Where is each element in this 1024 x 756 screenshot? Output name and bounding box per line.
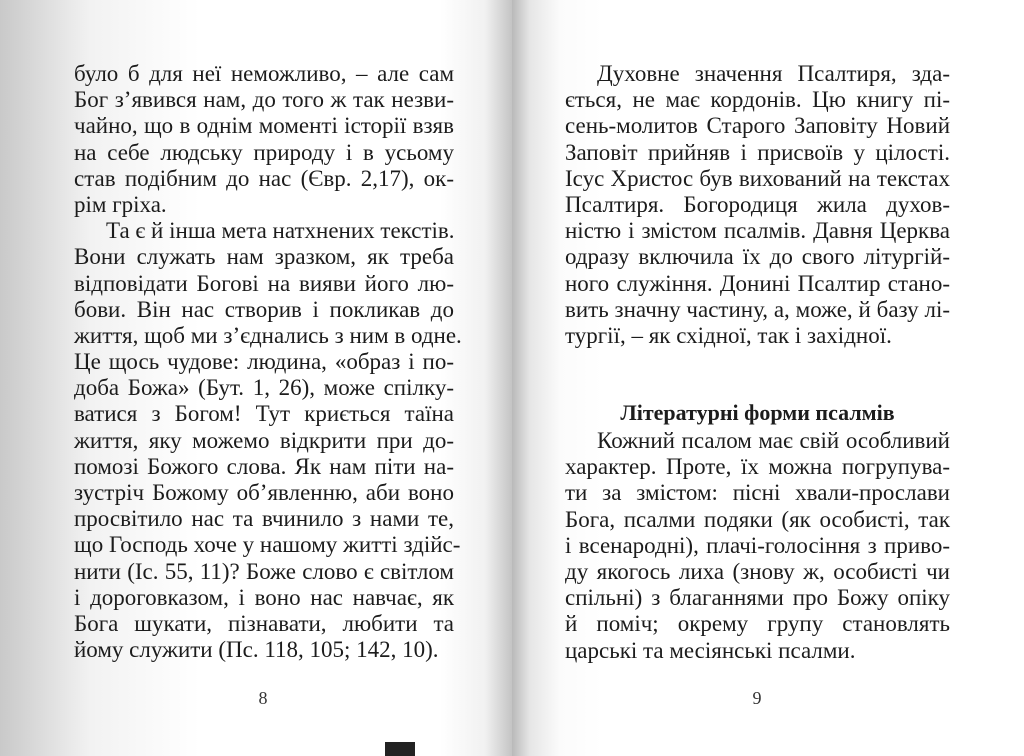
text-line: царські та месіянські псалми. bbox=[565, 637, 856, 663]
left-page-text bbox=[74, 61, 462, 663]
text-line: життя, щоб ми з’єднались з ним в одне. bbox=[74, 322, 462, 348]
right-page-text bbox=[565, 61, 950, 349]
text-line: Це щось чудове: людина, «образ і по- bbox=[74, 349, 454, 375]
text-line: одразу включила їх до свого літургій- bbox=[565, 244, 950, 270]
text-line: Псалтиря. Богородиця жила духов- bbox=[565, 191, 950, 217]
text-line: зустріч Божому об’явленню, аби воно bbox=[74, 480, 454, 505]
text-line: Заповіт прийняв і присвоїв у цілості. bbox=[565, 139, 950, 165]
page-edge-mark bbox=[385, 742, 415, 756]
text-line: було б для неї неможливо, – але сам bbox=[74, 61, 454, 86]
text-line: спільні) з благаннями про Божу опіку bbox=[565, 585, 950, 611]
text-line: Кожний псалом має свій особливий bbox=[597, 428, 950, 453]
text-line: помозі Божого слова. Як нам піти на- bbox=[74, 453, 454, 479]
text-line: Бога, псалми подяки (як особисті, так bbox=[565, 506, 950, 532]
text-line: характер. Проте, їх можна погрупува- bbox=[565, 454, 950, 480]
text-line: Бог з’явився нам, до того ж так незви- bbox=[74, 87, 454, 113]
text-line: життя, яку можемо відкрити при до- bbox=[74, 427, 454, 453]
text-line: йому служити (Пс. 118, 105; 142, 10). bbox=[74, 637, 439, 663]
text-line: вить значну частину, а, може, й базу лі- bbox=[565, 296, 950, 322]
text-line: і всенародні), плачі-голосіння з приво- bbox=[565, 532, 950, 558]
text-line: ватися з Богом! Тут криється таїна bbox=[74, 401, 454, 427]
text-line: рім гріха. bbox=[74, 191, 167, 217]
text-line: ністю і змістом псалмів. Давня Церква bbox=[565, 218, 950, 244]
text-line: відповідати Богові на вияви його лю- bbox=[74, 270, 454, 296]
text-line: Духовне значення Псалтиря, зда- bbox=[597, 61, 950, 86]
section-heading: Літературні форми псалмів bbox=[620, 400, 895, 425]
text-line: доба Божа» (Бут. 1, 26), може спілку- bbox=[74, 375, 454, 401]
text-line: бови. Він нас створив і покликав до bbox=[74, 296, 454, 322]
text-line: просвітило нас та вчинило з нами те, bbox=[74, 506, 454, 532]
text-line: чайно, що в однім моменті історії взяв bbox=[74, 113, 454, 139]
text-line: й поміч; окрему групу становлять bbox=[565, 611, 950, 637]
text-line: ного служіння. Донині Псалтир стано- bbox=[565, 270, 950, 296]
text-line: сень-молитов Старого Заповіту Новий bbox=[565, 113, 950, 139]
page-number-right: 9 bbox=[752, 688, 762, 708]
text-line: і дороговказом, і воно нас навчає, як bbox=[74, 584, 454, 610]
text-line: став подібним до нас (Євр. 2,17), ок- bbox=[74, 165, 454, 191]
text-line: Ісус Христос був вихований на текстах bbox=[565, 165, 950, 191]
text-line: нити (Іс. 55, 11)? Боже слово є світлом bbox=[74, 558, 454, 584]
text-line: Бога шукати, пізнавати, любити та bbox=[74, 610, 454, 636]
page-number-left: 8 bbox=[258, 688, 268, 708]
text-line: Та є й інша мета натхнених текстів. bbox=[106, 218, 455, 244]
right-page-text-section bbox=[565, 428, 950, 664]
text-line: ти за змістом: пісні хвали-прослави bbox=[565, 480, 950, 506]
text-line: що Господь хоче у нашому житті здійс- bbox=[74, 532, 461, 558]
text-line: ду якогось лиха (знову ж, особисті чи bbox=[565, 558, 950, 584]
text-line: Вони служать нам зразком, як треба bbox=[74, 244, 454, 270]
text-line: тургії, – як східної, так і західної. bbox=[565, 322, 892, 348]
text-line: на себе людську природу і в усьому bbox=[74, 139, 454, 165]
text-line: ється, не має кордонів. Цю книгу пі- bbox=[565, 87, 950, 113]
